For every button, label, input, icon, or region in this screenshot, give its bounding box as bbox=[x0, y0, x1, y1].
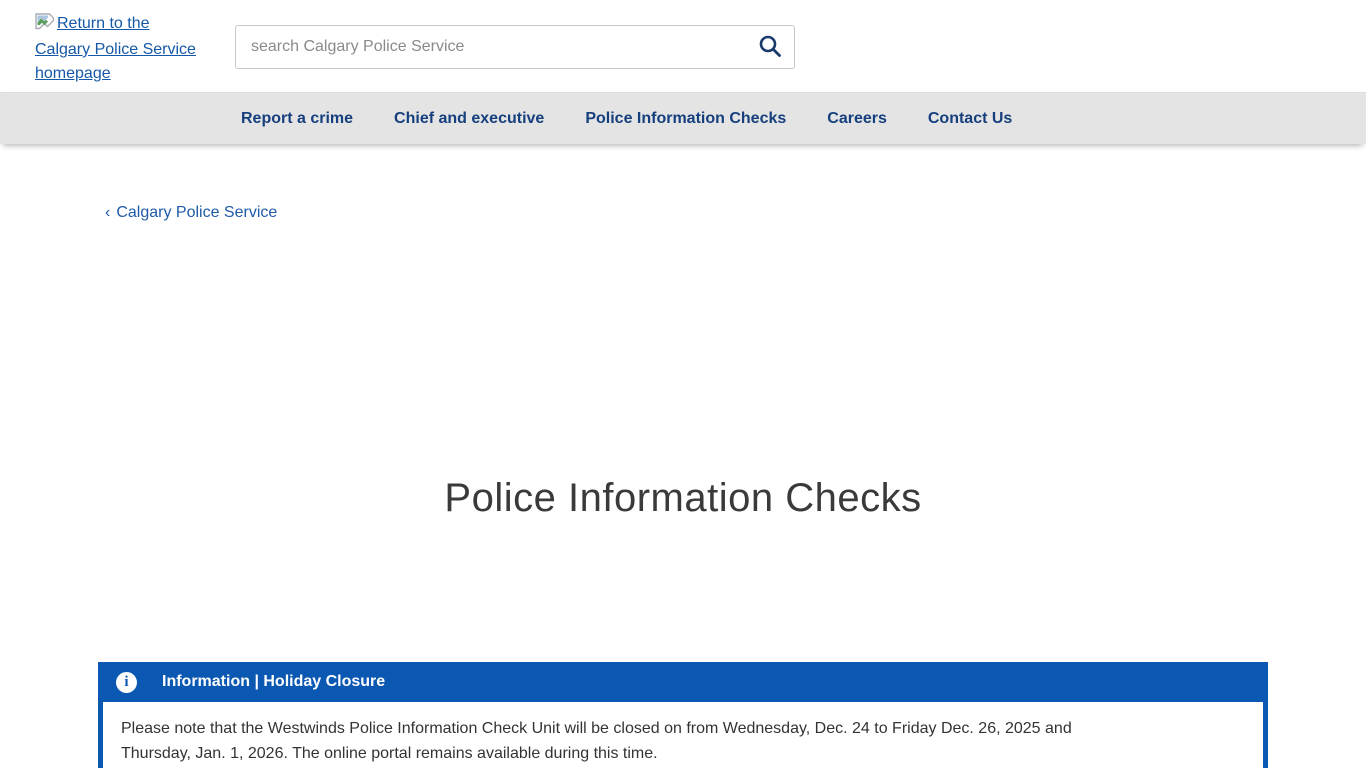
site-header bbox=[0, 0, 1366, 92]
alert-message: Please note that the Westwinds Police Information Check Unit will be closed on from Wednesday, Dec. 24 to Friday Dec. 26, 2025 and Thursday, Jan. 1, 2026. The online portal remains available during this time. bbox=[121, 720, 1072, 762]
nav-item-report-a-crime[interactable]: Report a crime bbox=[241, 109, 354, 127]
broken-image-icon bbox=[35, 13, 55, 38]
holiday-closure-alert bbox=[98, 662, 1268, 768]
homepage-link-label: Return to the Calgary Police Service homepage bbox=[35, 15, 196, 82]
chevron-left-icon: ‹ bbox=[105, 204, 111, 221]
breadcrumb-label: Calgary Police Service bbox=[116, 204, 278, 221]
search-icon bbox=[757, 33, 783, 62]
breadcrumb[interactable] bbox=[105, 203, 1366, 223]
nav-item-chief-and-executive[interactable]: Chief and executive bbox=[394, 109, 545, 127]
nav-item-police-information-checks[interactable]: Police Information Checks bbox=[585, 109, 787, 127]
search-input[interactable] bbox=[236, 26, 746, 68]
nav-item-contact-us[interactable]: Contact Us bbox=[927, 109, 1013, 127]
homepage-link[interactable] bbox=[35, 12, 203, 86]
main-nav bbox=[0, 92, 1366, 144]
alert-body bbox=[98, 702, 1268, 768]
search-button[interactable] bbox=[746, 26, 794, 68]
nav-item-careers[interactable]: Careers bbox=[827, 109, 887, 127]
info-icon: i bbox=[116, 672, 137, 693]
search-bar bbox=[235, 25, 795, 69]
alert-header bbox=[98, 662, 1268, 702]
page-title: Police Information Checks bbox=[444, 476, 922, 520]
alert-title: Information | Holiday Closure bbox=[162, 673, 386, 690]
